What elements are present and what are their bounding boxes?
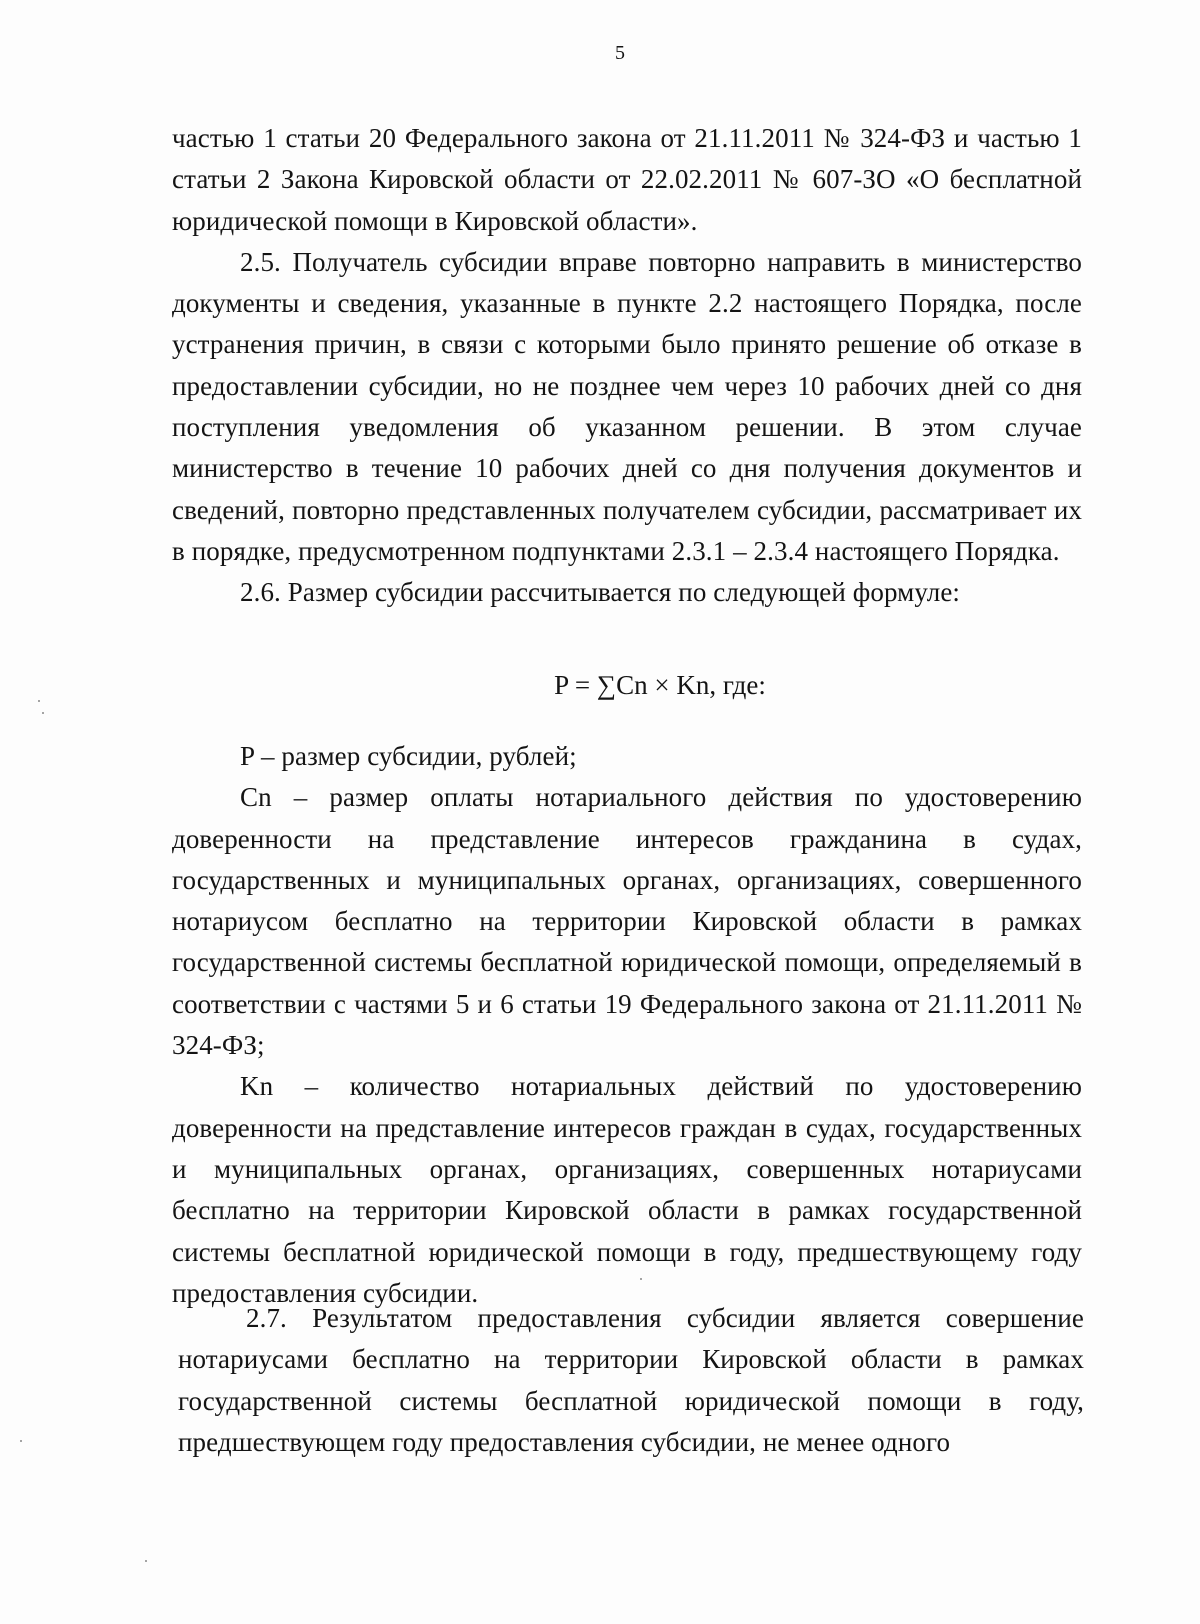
page-number: 5 bbox=[615, 42, 625, 64]
scan-speck bbox=[38, 700, 40, 702]
scan-speck bbox=[20, 1440, 22, 1442]
definition-kn: Kn – количество нотариальных действий по удостоверению доверенности на представление интересов граждан в судах, государственных и муниципальных органах, организациях, совершенных нотариусами бесплатно на территории Кировской области в рамках государственной системы бесплатной юридической помощи в году, предшествующему году предоставления субсидии. bbox=[172, 1071, 1082, 1308]
definition-cn: Cn – размер оплаты нотариального действия по удостоверению доверенности на представление интересов гражданина в судах, государственных и муниципальных органах, организациях, совершенного нотариусом бесплатно на территории Кировской области в рамках государственной системы бесплатной юридической помощи, определяемый в соответствии с частями 5 и 6 статьи 19 Федерального закона от 21.11.2011 № 324-ФЗ; bbox=[172, 782, 1082, 1061]
scan-speck bbox=[640, 1278, 642, 1280]
paragraph-2-5: 2.5. Получатель субсидии вправе повторно направить в министерство документы и сведения, указанные в пункте 2.2 настоящего Порядка, после устранения причин, в связи с которыми было принято решение об отказе в предоставлении субсидии, но не позднее чем через 10 рабочих дней со дня поступления уведомления об указанном решении. В этом случае министерство в течение 10 рабочих дней со дня получения документов и сведений, повторно представленных получателем субсидии, рассматривает их в порядке, предусмотренном подпунктами 2.3.1 – 2.3.4 настоящего Порядка. bbox=[172, 246, 1082, 566]
text-block-definitions bbox=[172, 736, 1082, 1314]
paragraph-continuation: частью 1 статьи 20 Федерального закона от 21.11.2011 № 324-ФЗ и частью 1 статьи 2 Закона Кировской области от 22.02.2011 № 607-ЗО «О бесплатной юридической помощи в Кировской области». bbox=[172, 123, 1082, 236]
formula: P = ∑Cn × Kn, где: bbox=[554, 670, 766, 700]
scan-speck bbox=[145, 1560, 147, 1562]
text-block-top bbox=[172, 118, 1082, 614]
paragraph-2-6: 2.6. Размер субсидии рассчитывается по следующей формуле: bbox=[240, 577, 961, 608]
definition-p: P – размер субсидии, рублей; bbox=[240, 741, 577, 771]
text-block-bottom bbox=[178, 1298, 1084, 1463]
scan-speck bbox=[42, 712, 44, 714]
paragraph-2-7: 2.7. Результатом предоставления субсидии является совершение нотариусами бесплатно на территории Кировской области в рамках государственной системы бесплатной юридической помощи в году, предшествующем году предоставления субсидии, не менее одного bbox=[178, 1303, 1084, 1457]
